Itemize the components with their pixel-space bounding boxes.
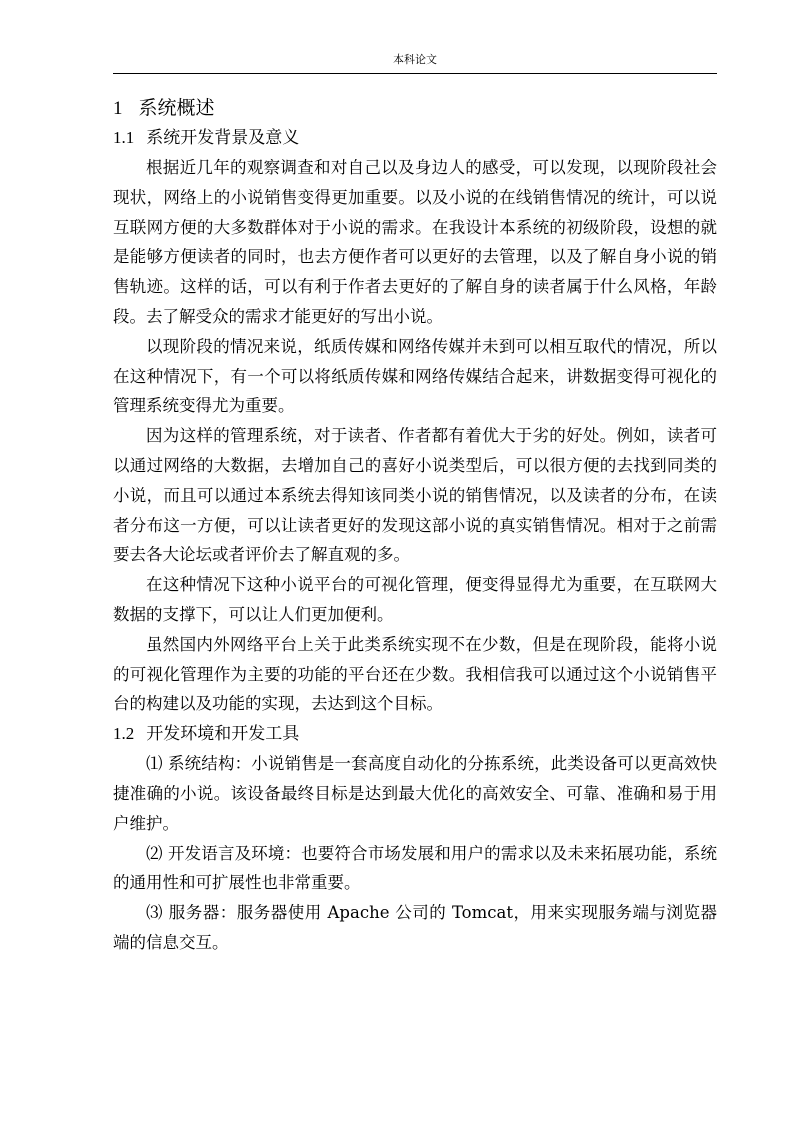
section-1-1-title: 系统开发背景及意义 xyxy=(146,128,300,148)
section-1-heading xyxy=(113,93,717,123)
paragraph-goal: 虽然国内外网络平台上关于此类系统实现不在少数，但是在现阶段，能将小说的可视化管理作为主要的功能的平台还在少数。我相信我可以通过这个小说销售平台的构建以及功能的实现，去达到这个目标。 xyxy=(113,634,717,714)
section-1-2-number: 1.2 xyxy=(113,724,135,744)
section-1-title: 系统概述 xyxy=(138,97,215,119)
running-header: 本科论文 xyxy=(393,53,437,66)
paragraph-visualization: 在这种情况下这种小说平台的可视化管理，便变得显得尤为重要，在互联网大数据的支撑下，可以让人们更加便利。 xyxy=(113,575,717,624)
paragraph-server: ⑶ 服务器：服务器使用 Apache 公司的 Tomcat，用来实现服务端与浏览器端的信息交互。 xyxy=(113,903,717,952)
paragraph-language-environment: ⑵ 开发语言及环境：也要符合市场发展和用户的需求以及未来拓展功能，系统的通用性和可扩展性也非常重要。 xyxy=(113,843,717,893)
section-1-1-heading xyxy=(113,123,717,153)
paragraph-system-structure: ⑴ 系统结构：小说销售是一套高度自动化的分拣系统，此类设备可以更高效快捷准确的小说。该设备最终目标是达到最大优化的高效安全、可靠、准确和易于用户维护。 xyxy=(113,754,717,833)
section-1-1-number: 1.1 xyxy=(113,128,135,147)
section-1-number: 1 xyxy=(113,98,123,119)
section-1-2-heading xyxy=(113,719,717,749)
paragraph-background: 根据近几年的观察调查和对自己以及身边人的感受，可以发现，以现阶段社会现状，网络上的小说销售变得更加重要。以及小说的在线销售情况的统计，可以说互联网方便的大多数群体对于小说的需求。在我设计本系统的初级阶段，设想的就是能够方便读者的同时，也去方便作者可以更好的去管理，以及了解自身小说的销售轨迹。这样的话，可以有利于作者去更好的了解自身的读者属于什么风格，年龄段。去了解受众的需求才能更好的写出小说。 xyxy=(113,158,717,326)
paragraph-media-status: 以现阶段的情况来说，纸质传媒和网络传媒并未到可以相互取代的情况，所以在这种情况下，有一个可以将纸质传媒和网络传媒结合起来，讲数据变得可视化的管理系统变得尤为重要。 xyxy=(113,336,717,416)
page-body xyxy=(113,93,717,958)
header-rule xyxy=(113,73,717,74)
paragraph-benefits: 因为这样的管理系统，对于读者、作者都有着优大于劣的好处。例如，读者可以通过网络的大数据，去增加自己的喜好小说类型后，可以很方便的去找到同类的小说，而且可以通过本系统去得知该同类小说的销售情况，以及读者的分布，在读者分布这一方便，可以让读者更好的发现这部小说的真实销售情况。相对于之前需要去各大论坛或者评价去了解直观的多。 xyxy=(113,426,717,565)
section-1-2-title: 开发环境和开发工具 xyxy=(146,724,300,745)
